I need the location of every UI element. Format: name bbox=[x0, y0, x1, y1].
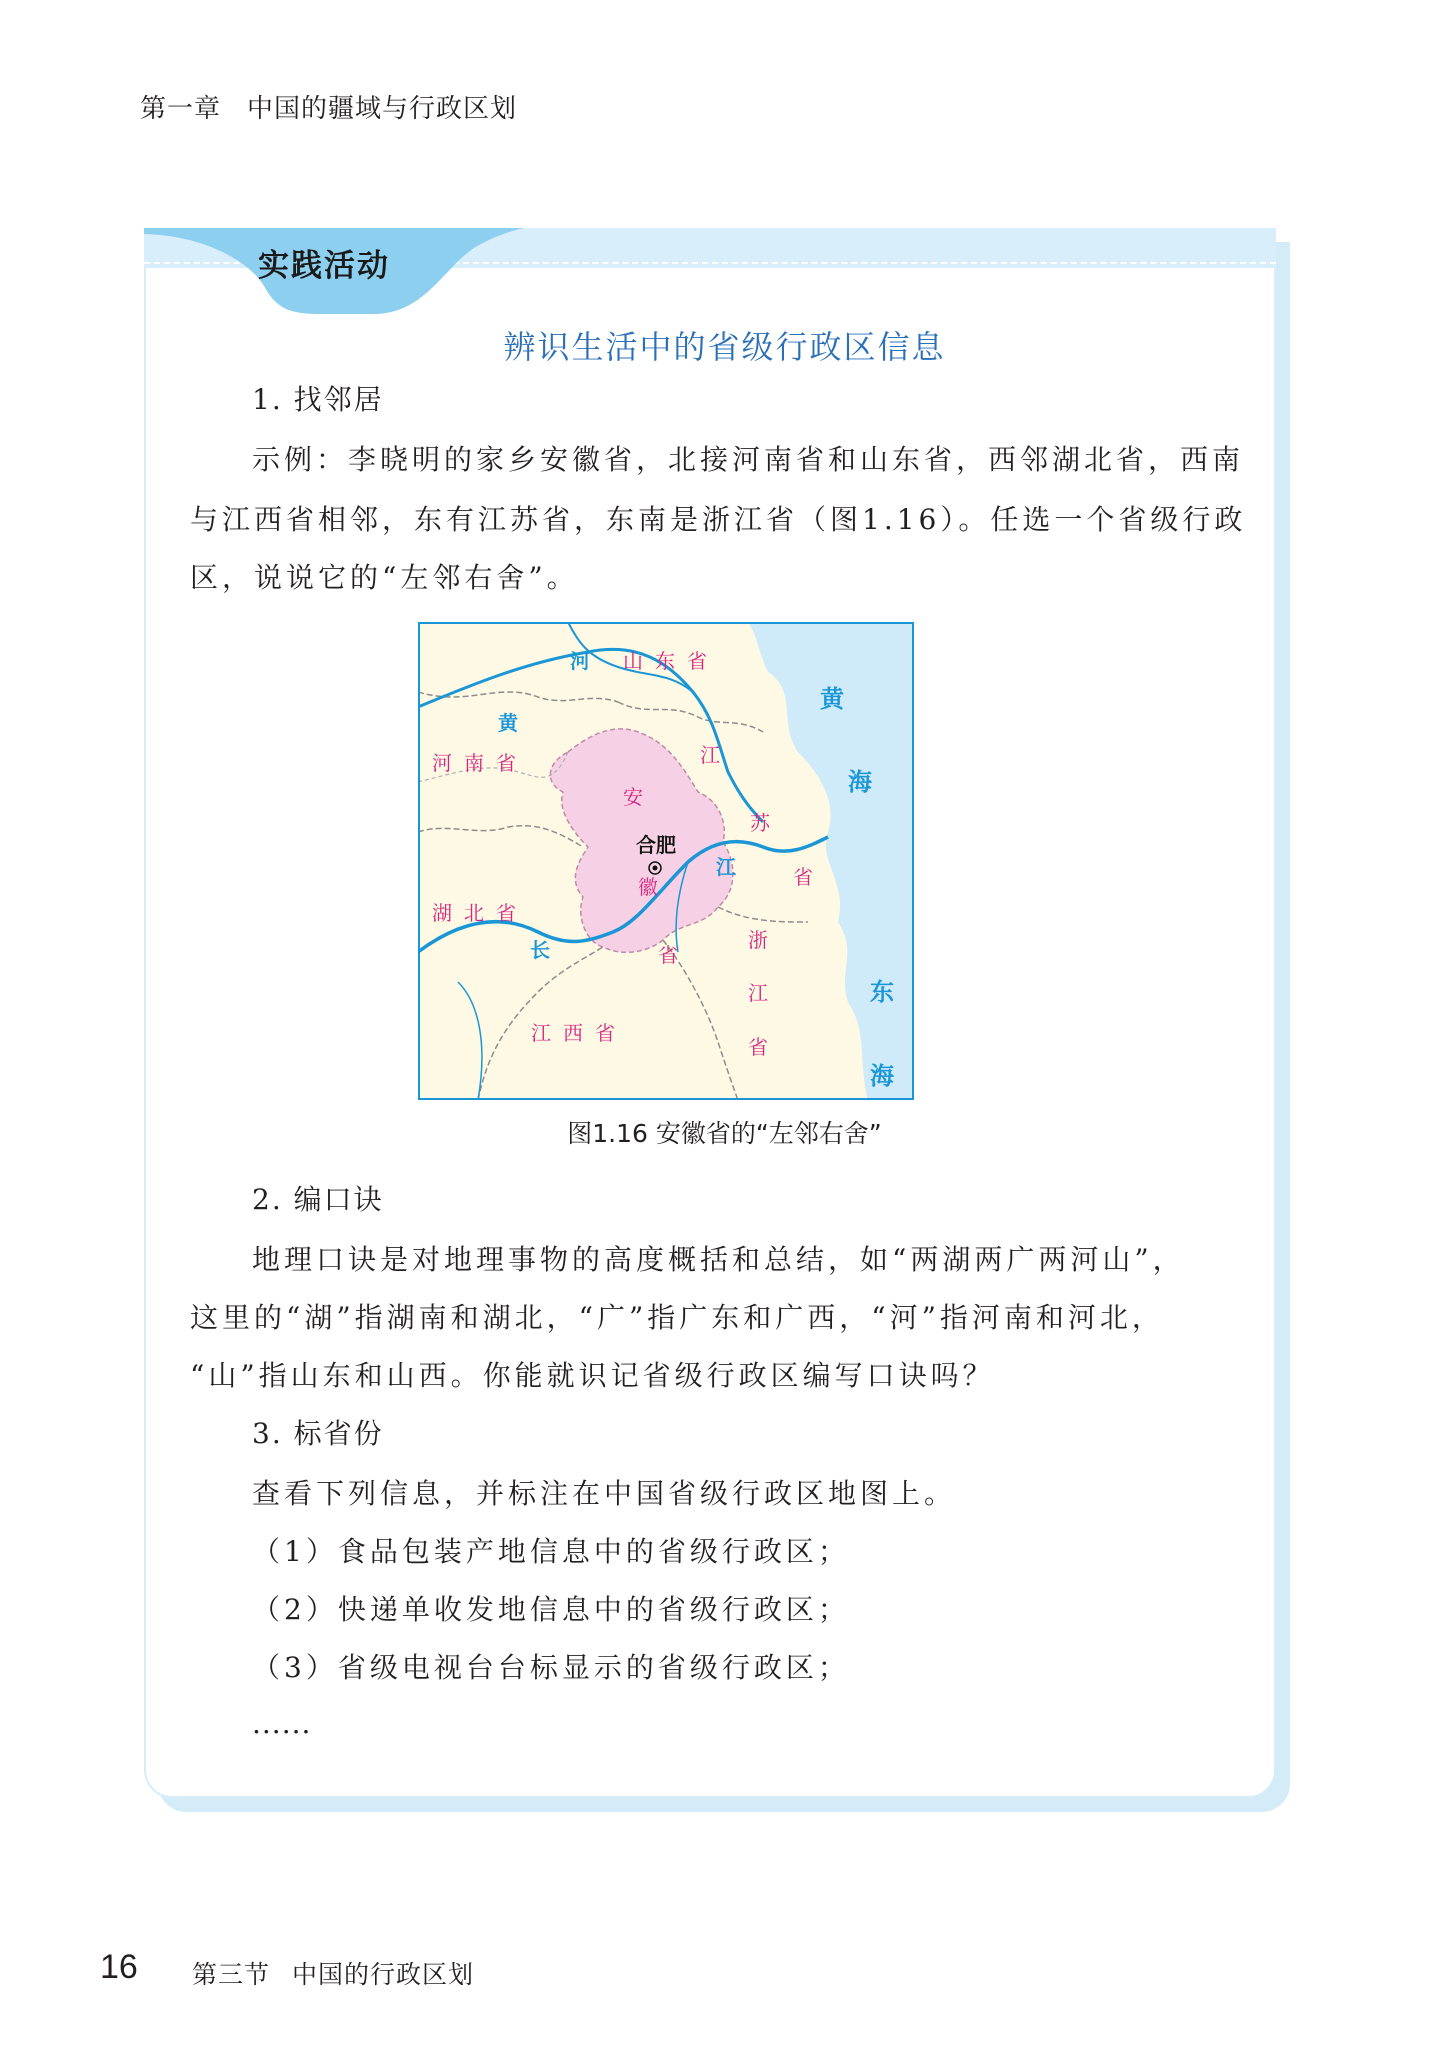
section2-line-3: “山”指山东和山西。你能就识记省级行政区编写口诀吗？ bbox=[190, 1359, 995, 1392]
label-anhui-sheng: 省 bbox=[658, 943, 678, 967]
label-chang-river: 长 bbox=[530, 938, 550, 962]
chapter-number: 第一章 bbox=[140, 94, 222, 124]
page-number: 16 bbox=[100, 1948, 138, 1986]
label-zhejiang-sheng: 省 bbox=[748, 1035, 768, 1059]
label-shandong: 山东省 bbox=[623, 649, 719, 673]
label-anhui-hui: 徽 bbox=[638, 875, 658, 899]
section2-line-2: 这里的“湖”指湖南和湖北，“广”指广东和广西，“河”指河南和河北， bbox=[190, 1301, 1164, 1334]
label-east-sea-1: 东 bbox=[870, 978, 894, 1006]
label-huang-river: 黄 bbox=[498, 711, 518, 735]
footer-section bbox=[192, 1955, 474, 1991]
section2-line-1: 地理口诀是对地理事物的高度概括和总结，如“两湖两广两河山”， bbox=[252, 1243, 1185, 1276]
activity-title bbox=[0, 322, 1449, 368]
label-yellow-sea-2: 海 bbox=[848, 768, 872, 796]
label-hefei: 合肥 bbox=[636, 833, 676, 857]
chapter-header bbox=[140, 88, 517, 125]
section3-item-2: （2）快递单收发地信息中的省级行政区； bbox=[252, 1593, 850, 1626]
map-caption: 图1.16 安徽省的“左邻右舍” bbox=[567, 1119, 882, 1148]
label-east-sea-2: 海 bbox=[870, 1062, 894, 1090]
label-hubei: 湖北省 bbox=[432, 901, 528, 925]
footer-section-title: 中国的行政区划 bbox=[292, 1960, 475, 1989]
chapter-title: 中国的疆域与行政区划 bbox=[247, 94, 518, 124]
section3-item-1: （1）食品包装产地信息中的省级行政区； bbox=[252, 1535, 850, 1568]
section3-item-3: （3）省级电视台台标显示的省级行政区； bbox=[252, 1651, 850, 1684]
section3-ellipsis: ...... bbox=[252, 1707, 312, 1740]
label-jiangsu-sheng: 省 bbox=[793, 865, 813, 889]
section1-line-1: 示例：李晓明的家乡安徽省，北接河南省和山东省，西邻湖北省，西南 bbox=[252, 443, 1245, 476]
section2-heading: 2. 编口诀 bbox=[252, 1183, 384, 1216]
map-svg bbox=[418, 622, 914, 1100]
label-jiangsu-su: 苏 bbox=[750, 811, 770, 835]
label-zhejiang-jiang: 江 bbox=[748, 981, 768, 1005]
anhui-neighbors-map bbox=[418, 622, 914, 1100]
section1-heading: 1. 找邻居 bbox=[252, 383, 384, 416]
section1-line-3: 区，说说它的“左邻右舍”。 bbox=[190, 561, 579, 594]
label-anhui-an: 安 bbox=[623, 785, 643, 809]
label-jiangxi: 江西省 bbox=[531, 1021, 627, 1045]
label-yellow-sea-1: 黄 bbox=[820, 685, 844, 713]
footer-section-number: 第三节 bbox=[192, 1960, 271, 1989]
section3-heading: 3. 标省份 bbox=[252, 1417, 384, 1450]
label-zhejiang-zhe: 浙 bbox=[748, 928, 768, 952]
label-jiangsu-jiang: 江 bbox=[700, 743, 720, 767]
section1-line-2: 与江西省相邻，东有江苏省，东南是浙江省（图1.16）。任选一个省级行政 bbox=[190, 503, 1247, 536]
label-he-river: 河 bbox=[570, 649, 590, 673]
label-henan: 河南省 bbox=[432, 751, 528, 775]
section3-intro: 查看下列信息，并标注在中国省级行政区地图上。 bbox=[252, 1477, 957, 1510]
label-jiang-river: 江 bbox=[716, 855, 736, 879]
activity-title-text: 辨识生活中的省级行政区信息 bbox=[503, 328, 946, 366]
activity-tab-label: 实践活动 bbox=[258, 248, 390, 284]
